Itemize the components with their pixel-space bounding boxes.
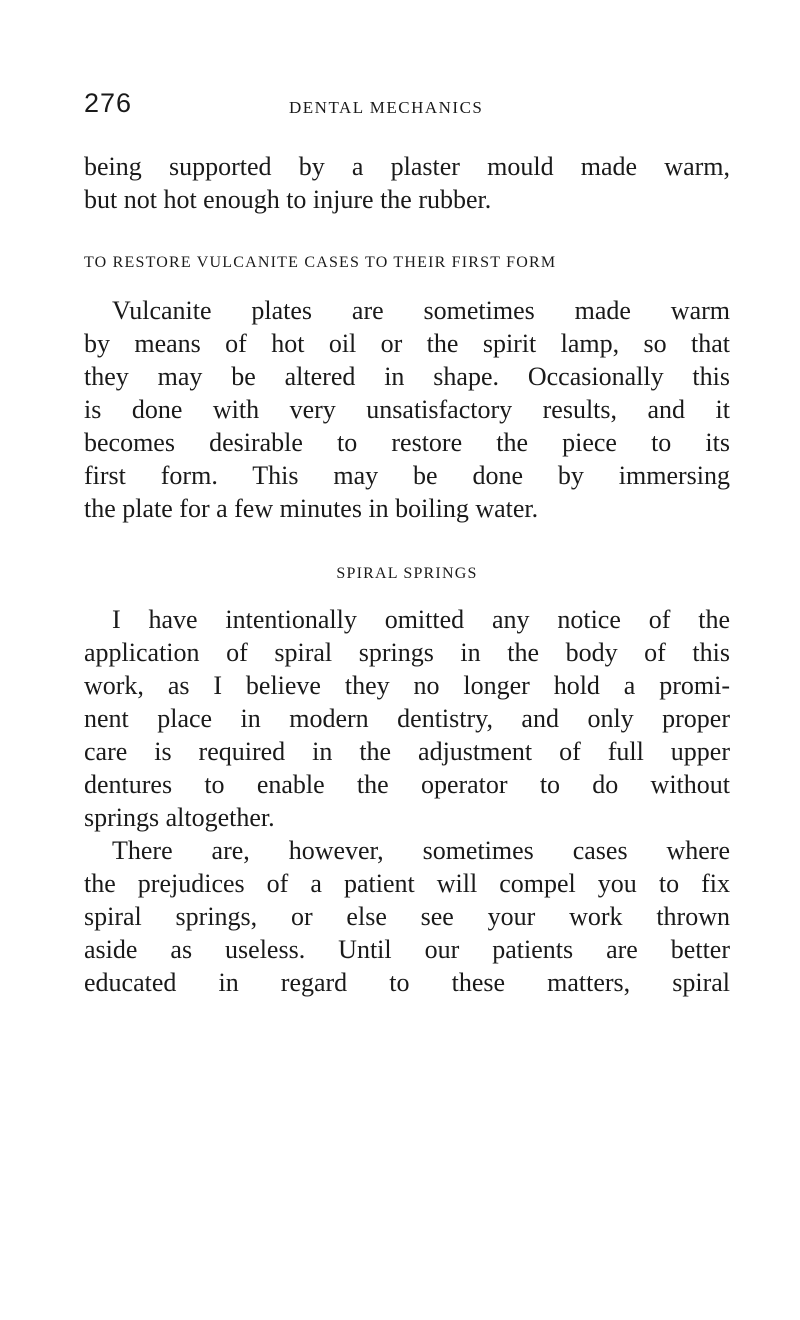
text-line: first form. This may be done by immersing (84, 461, 730, 490)
body-text (84, 150, 730, 999)
text-line: There are, however, sometimes cases where (112, 836, 730, 865)
section-heading-spiral-springs: SPIRAL SPRINGS (336, 565, 478, 582)
running-head: DENTAL MECHANICS (289, 98, 484, 117)
text-line: the plate for a few minutes in boiling water. (84, 494, 539, 523)
text-line: aside as useless. Until our patients are better (84, 935, 730, 964)
text-line: is done with very unsatisfactory results, and it (84, 395, 730, 424)
paragraph-prejudices (84, 834, 730, 999)
text-line: nent place in modern dentistry, and only proper (84, 704, 730, 733)
text-line: spiral springs, or else see your work thrown (84, 902, 730, 931)
text-line: I have intentionally omitted any notice of the (112, 605, 730, 634)
text-line: but not hot enough to injure the rubber. (84, 185, 492, 214)
paragraph-spiral-springs (84, 603, 730, 834)
text-line: the prejudices of a patient will compel you to fix (84, 869, 730, 898)
paragraph-vulcanite (84, 294, 730, 525)
text-line: Vulcanite plates are sometimes made warm (112, 296, 730, 325)
text-line: dentures to enable the operator to do without (84, 770, 730, 799)
page-header (84, 88, 734, 128)
text-line: springs altogether. (84, 803, 275, 832)
text-line: becomes desirable to restore the piece to its (84, 428, 730, 457)
section-heading-restore-vulcanite: TO RESTORE VULCANITE CASES TO THEIR FIRST FORM (84, 254, 557, 271)
text-line: they may be altered in shape. Occasionally this (84, 362, 730, 391)
text-line: work, as I believe they no longer hold a promi- (84, 671, 730, 700)
paragraph-continuation (84, 150, 730, 216)
text-line: being supported by a plaster mould made warm, (84, 152, 730, 181)
text-line: by means of hot oil or the spirit lamp, so that (84, 329, 730, 358)
text-line: educated in regard to these matters, spiral (84, 968, 730, 997)
text-line: care is required in the adjustment of full upper (84, 737, 730, 766)
page-number: 276 (84, 88, 133, 118)
text-line: application of spiral springs in the body of this (84, 638, 730, 667)
